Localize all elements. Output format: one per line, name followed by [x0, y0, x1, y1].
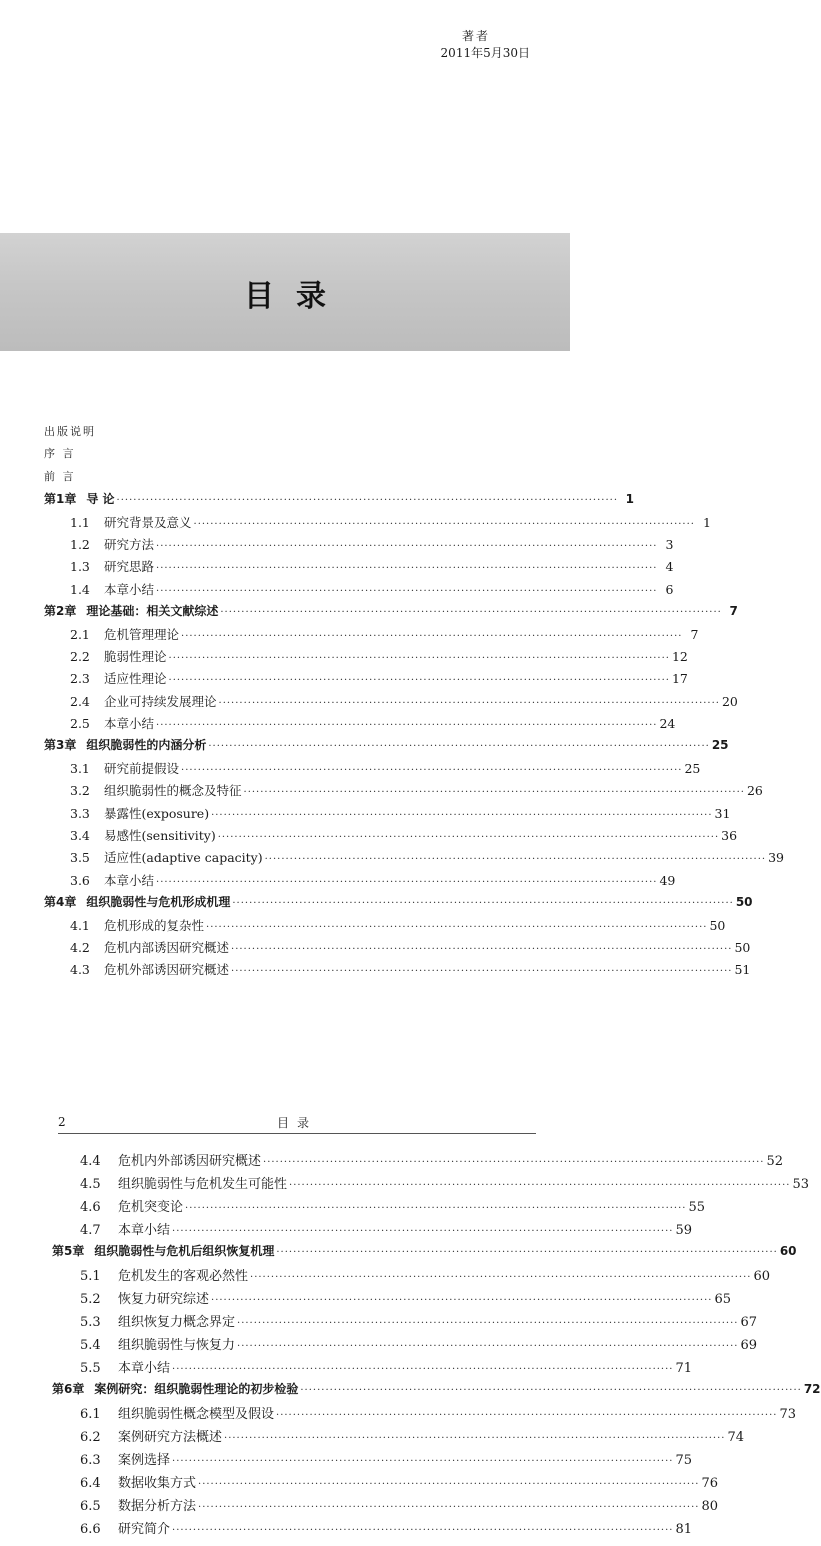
toc-page-number: 39 — [768, 850, 784, 866]
toc-section-entry — [52, 1426, 745, 1449]
toc-entry-number: 5.4 — [80, 1338, 101, 1353]
toc-entry-title — [44, 580, 154, 598]
dot-leader: ························································································································ — [198, 1502, 700, 1513]
toc-entry-label: 研究前提假设 — [104, 760, 180, 776]
toc-entry-title — [44, 916, 204, 934]
dot-leader: ························································································································ — [220, 607, 722, 619]
toc-entry-number: 第5章 — [52, 1244, 85, 1258]
toc-entry-number: 3.6 — [70, 872, 90, 888]
toc-entry-number: 5.2 — [80, 1292, 101, 1307]
dot-leader: ························································································································ — [289, 1180, 791, 1191]
toc-page-number: 74 — [727, 1430, 745, 1445]
toc-entry-number: 3.3 — [70, 805, 90, 821]
toc-entry-title — [44, 647, 167, 665]
toc-page-number: 52 — [766, 1154, 784, 1169]
toc-entry-label: 危机突变论 — [118, 1200, 184, 1215]
toc-entry-label: 组织脆弱性与危机形成机理 — [86, 895, 231, 910]
toc-entry-label: 理论基础：相关文献综述 — [86, 604, 219, 619]
toc-entry-title — [44, 557, 154, 575]
toc-entry-number: 3.5 — [70, 850, 90, 866]
dot-leader: ························································································································ — [211, 1295, 713, 1306]
dot-leader: ························································································································ — [185, 1203, 687, 1214]
toc-entry-label: 适应性(adaptive capacity) — [104, 850, 263, 866]
running-title: 目录 — [276, 1116, 317, 1130]
toc-entry-number: 5.5 — [80, 1361, 101, 1376]
toc-front-entry — [44, 423, 510, 445]
toc-front-entry — [44, 445, 510, 467]
toc-entry-label: 组织脆弱性与恢复力 — [118, 1338, 236, 1353]
toc-page-number: 26 — [746, 783, 763, 799]
toc-entry-title — [44, 826, 216, 844]
toc-entry-title — [44, 669, 167, 687]
toc-section-entry — [52, 1403, 797, 1426]
toc-page-number: 25 — [684, 760, 701, 776]
toc-section-entry — [44, 826, 738, 848]
toc-section-entry — [52, 1518, 693, 1541]
toc-entry-label: 案例研究方法概述 — [118, 1430, 223, 1445]
toc-entry-label: 本章小结 — [104, 581, 155, 597]
dot-leader: ························································································································ — [156, 563, 658, 575]
toc-entry-number: 4.5 — [80, 1177, 101, 1192]
dot-leader: ························································································································ — [264, 854, 767, 866]
toc-page-number: 25 — [711, 738, 729, 753]
dot-leader: ························································································································ — [172, 1226, 674, 1237]
toc-entry-label: 组织脆弱性与危机发生可能性 — [118, 1177, 288, 1192]
toc-page-number: 67 — [740, 1315, 758, 1330]
toc-entry-label: 本章小结 — [118, 1223, 171, 1238]
toc-entry-label: 本章小结 — [104, 716, 155, 732]
toc-section-entry — [44, 580, 674, 602]
author-signature — [380, 28, 530, 62]
dot-leader: ························································································································ — [172, 1525, 674, 1536]
toc-page-number: 73 — [779, 1407, 797, 1422]
toc-page-number: 31 — [714, 805, 731, 821]
toc-page-number: 75 — [675, 1453, 693, 1468]
toc-entry-label: 组织恢复力概念界定 — [118, 1315, 236, 1330]
toc-page-number: 4 — [665, 559, 674, 575]
dot-leader: ························································································································ — [250, 1272, 752, 1283]
toc-section-entry — [44, 714, 676, 736]
toc-page-number: 49 — [659, 872, 676, 888]
dot-leader: ························································································································ — [168, 652, 670, 664]
toc-section-entry — [52, 1219, 693, 1242]
dot-leader: ························································································································ — [181, 630, 683, 642]
toc-entry-label: 研究简介 — [118, 1522, 171, 1537]
toc-entry-title — [44, 535, 154, 553]
toc-entry-label: 暴露性(exposure) — [104, 805, 210, 821]
dot-leader: ························································································································ — [232, 898, 734, 910]
toc-entry-title — [44, 848, 263, 866]
toc-entry-number: 4.7 — [80, 1223, 101, 1238]
toc-entry-title — [52, 1357, 170, 1376]
toc-entry-label: 脆弱性理论 — [104, 648, 167, 664]
toc-section-entry — [52, 1495, 719, 1518]
toc-chapter-entry — [52, 1242, 797, 1265]
dot-leader: ························································································································ — [198, 1479, 700, 1490]
toc-entry-number: 6.1 — [80, 1407, 101, 1422]
toc-entry-label: 导 论 — [86, 492, 115, 507]
toc-entry-label: 前 言 — [44, 469, 76, 483]
toc-page-number: 7 — [729, 604, 738, 619]
toc-entry-label: 危机内部诱因研究概述 — [104, 939, 230, 955]
table-of-contents-page-1 — [44, 423, 784, 983]
toc-section-entry — [44, 781, 763, 803]
dot-leader: ························································································································ — [237, 1318, 739, 1329]
dot-leader: ························································································································ — [206, 921, 708, 933]
toc-section-entry — [52, 1472, 719, 1495]
toc-entry-title — [52, 1334, 235, 1353]
toc-entry-title — [44, 759, 179, 777]
toc-page-number: 53 — [792, 1177, 810, 1192]
toc-entry-number: 2.3 — [70, 671, 90, 687]
toc-page-number: 71 — [675, 1361, 693, 1376]
toc-entry-title — [44, 736, 206, 753]
dot-leader: ························································································································ — [231, 943, 733, 955]
toc-entry-label: 危机内外部诱因研究概述 — [118, 1154, 262, 1169]
toc-page-number: 60 — [753, 1269, 771, 1284]
toc-entry-label: 组织脆弱性与危机后组织恢复机理 — [94, 1244, 275, 1258]
toc-entry-number: 2.5 — [70, 716, 90, 732]
toc-section-entry — [52, 1311, 758, 1334]
toc-entry-title — [44, 423, 96, 439]
toc-page-number: 3 — [665, 536, 674, 552]
toc-entry-title — [52, 1472, 196, 1491]
toc-entry-title — [52, 1518, 170, 1537]
toc-entry-number: 1.1 — [70, 514, 90, 530]
toc-entry-label: 易感性(sensitivity) — [104, 828, 216, 844]
toc-entry-number: 4.1 — [70, 917, 90, 933]
toc-page-number: 76 — [701, 1476, 719, 1491]
toc-page-number: 36 — [721, 828, 738, 844]
toc-page-number: 59 — [675, 1223, 693, 1238]
toc-entry-title — [44, 490, 115, 507]
toc-entry-label: 案例选择 — [118, 1453, 171, 1468]
toc-page-number: 7 — [690, 626, 699, 642]
toc-entry-title — [44, 804, 209, 822]
toc-section-entry — [44, 535, 674, 557]
toc-section-entry — [44, 759, 701, 781]
toc-entry-title — [52, 1242, 274, 1259]
toc-entry-label: 本章小结 — [118, 1361, 171, 1376]
toc-section-entry — [52, 1288, 732, 1311]
toc-page-number: 60 — [779, 1244, 797, 1258]
toc-entry-number: 第2章 — [44, 604, 77, 619]
toc-chapter-entry — [44, 602, 738, 624]
toc-page-number: 65 — [714, 1292, 732, 1307]
toc-entry-number: 3.2 — [70, 783, 90, 799]
toc-section-entry — [52, 1173, 810, 1196]
toc-page-number: 80 — [701, 1499, 719, 1514]
toc-entry-number: 4.6 — [80, 1200, 101, 1215]
toc-page-number: 81 — [675, 1522, 693, 1537]
toc-page-number: 72 — [803, 1382, 821, 1396]
toc-entry-label: 恢复力研究综述 — [118, 1292, 210, 1307]
toc-entry-title — [44, 938, 229, 956]
toc-page-number: 20 — [721, 693, 738, 709]
toc-entry-title — [52, 1449, 170, 1468]
toc-entry-label: 数据分析方法 — [118, 1499, 197, 1514]
dot-leader: ························································································································ — [156, 585, 658, 597]
toc-section-entry — [44, 960, 751, 982]
toc-entry-title — [52, 1173, 287, 1192]
toc-entry-number: 5.3 — [80, 1315, 101, 1330]
toc-entry-title — [52, 1495, 196, 1514]
dot-leader: ························································································································ — [276, 1247, 778, 1258]
toc-entry-title — [52, 1311, 235, 1330]
toc-entry-title — [52, 1426, 222, 1445]
toc-section-entry — [52, 1196, 706, 1219]
toc-section-entry — [44, 669, 688, 691]
toc-page-number: 1 — [703, 514, 711, 530]
toc-entry-number: 3.1 — [70, 760, 90, 776]
toc-entry-label: 组织脆弱性的内涵分析 — [86, 738, 207, 753]
toc-entry-number: 1.2 — [70, 536, 90, 552]
toc-chapter-entry — [52, 1380, 821, 1403]
toc-entry-title — [44, 893, 230, 910]
signature-date: 2011年5月30日 — [440, 46, 530, 60]
toc-section-entry — [52, 1150, 784, 1173]
toc-entry-title — [44, 625, 179, 643]
toc-entry-number: 1.3 — [70, 559, 90, 575]
toc-entry-title — [52, 1150, 261, 1169]
toc-entry-label: 组织脆弱性概念模型及假设 — [118, 1407, 275, 1422]
page-number: 2 — [58, 1115, 66, 1129]
dot-leader: ························································································································ — [156, 876, 658, 888]
dot-leader: ························································································································ — [224, 1433, 726, 1444]
toc-page-number: 55 — [688, 1200, 706, 1215]
toc-section-entry — [44, 871, 676, 893]
toc-entry-number: 3.4 — [70, 828, 90, 844]
toc-entry-label: 研究方法 — [104, 536, 155, 552]
toc-entry-number: 2.4 — [70, 693, 90, 709]
dot-leader: ························································································································ — [218, 697, 720, 709]
toc-section-entry — [44, 647, 688, 669]
toc-entry-label: 危机管理理论 — [104, 626, 180, 642]
dot-leader: ························································································································ — [300, 1385, 802, 1396]
toc-page-number: 50 — [735, 895, 753, 910]
toc-entry-title — [52, 1403, 274, 1422]
toc-entry-number: 1.4 — [70, 581, 90, 597]
dot-leader: ························································································································ — [172, 1456, 674, 1467]
toc-page-number: 50 — [734, 939, 751, 955]
author-label: 著者 — [461, 29, 490, 43]
toc-entry-label: 危机发生的客观必然性 — [118, 1269, 249, 1284]
toc-page-number: 51 — [734, 962, 751, 978]
contents-title: 目录 — [244, 279, 348, 314]
toc-entry-number: 第4章 — [44, 895, 77, 910]
toc-entry-label: 数据收集方式 — [118, 1476, 197, 1491]
dot-leader: ························································································································ — [156, 540, 658, 552]
dot-leader: ························································································································ — [263, 1157, 765, 1168]
toc-entry-number: 2.2 — [70, 648, 90, 664]
toc-entry-label: 适应性理论 — [104, 671, 167, 687]
toc-entry-label: 危机外部诱因研究概述 — [104, 962, 230, 978]
toc-entry-number: 2.1 — [70, 626, 90, 642]
toc-page-number: 6 — [665, 581, 674, 597]
toc-entry-number: 6.4 — [80, 1476, 101, 1491]
toc-entry-title — [52, 1288, 209, 1307]
dot-leader: ························································································································ — [168, 675, 670, 687]
toc-entry-title — [44, 781, 242, 799]
toc-entry-title — [52, 1219, 170, 1238]
toc-page-number: 50 — [709, 917, 726, 933]
toc-section-entry — [52, 1265, 771, 1288]
toc-entry-label: 序 言 — [44, 447, 76, 461]
toc-entry-label: 出版说明 — [44, 425, 96, 438]
dot-leader: ························································································································ — [211, 809, 713, 821]
toc-chapter-entry — [44, 490, 634, 512]
toc-entry-number: 6.6 — [80, 1522, 101, 1537]
dot-leader: ························································································································ — [208, 741, 710, 753]
toc-entry-label: 危机形成的复杂性 — [104, 917, 205, 933]
toc-entry-title — [44, 468, 76, 484]
table-of-contents-page-2 — [52, 1150, 821, 1541]
toc-entry-label: 研究背景及意义 — [104, 514, 192, 530]
dot-leader: ························································································································ — [231, 966, 733, 978]
toc-entry-number: 第6章 — [52, 1382, 85, 1396]
dot-leader: ························································································································ — [181, 764, 683, 776]
dot-leader: ························································································································ — [193, 518, 695, 530]
toc-page-number: 24 — [659, 716, 676, 732]
dot-leader: ························································································································ — [172, 1364, 674, 1375]
toc-entry-number: 4.3 — [70, 962, 90, 978]
toc-entry-title — [44, 513, 192, 531]
toc-section-entry — [44, 848, 784, 870]
toc-section-entry — [44, 804, 731, 826]
toc-entry-title — [44, 602, 218, 619]
toc-entry-number: 4.4 — [80, 1154, 101, 1169]
toc-entry-number: 4.2 — [70, 939, 90, 955]
toc-section-entry — [44, 557, 674, 579]
toc-entry-number: 6.2 — [80, 1430, 101, 1445]
toc-entry-label: 案例研究：组织脆弱性理论的初步检验 — [94, 1382, 299, 1396]
toc-entry-number: 第3章 — [44, 738, 77, 753]
contents-banner — [0, 233, 570, 351]
toc-section-entry — [44, 692, 738, 714]
toc-entry-number: 6.3 — [80, 1453, 101, 1468]
dot-leader: ························································································································ — [156, 720, 658, 732]
toc-entry-title — [52, 1380, 298, 1397]
toc-section-entry — [52, 1449, 693, 1472]
toc-entry-title — [52, 1196, 183, 1215]
toc-chapter-entry — [44, 893, 753, 915]
dot-leader: ························································································································ — [217, 832, 720, 844]
toc-chapter-entry — [44, 736, 729, 758]
toc-page-number: 69 — [740, 1338, 758, 1353]
toc-entry-title — [44, 445, 76, 461]
toc-entry-title — [44, 871, 154, 889]
page-2-header — [58, 1113, 536, 1134]
toc-section-entry — [44, 938, 751, 960]
toc-entry-label: 企业可持续发展理论 — [104, 693, 217, 709]
toc-section-entry — [44, 625, 699, 647]
toc-entry-title — [52, 1265, 248, 1284]
toc-entry-number: 第1章 — [44, 492, 77, 507]
toc-page-number: 12 — [671, 648, 688, 664]
toc-entry-label: 组织脆弱性的概念及特征 — [104, 783, 242, 799]
toc-entry-title — [44, 960, 229, 978]
dot-leader: ························································································································ — [116, 495, 618, 507]
toc-section-entry — [44, 916, 726, 938]
toc-entry-number: 5.1 — [80, 1269, 101, 1284]
toc-entry-title — [44, 692, 217, 710]
toc-entry-title — [44, 714, 154, 732]
toc-page-number: 17 — [671, 671, 688, 687]
toc-page-number: 1 — [625, 492, 634, 507]
toc-entry-number: 6.5 — [80, 1499, 101, 1514]
toc-entry-label: 研究思路 — [104, 559, 155, 575]
toc-section-entry — [44, 513, 711, 535]
toc-entry-label: 本章小结 — [104, 872, 155, 888]
dot-leader: ························································································································ — [276, 1410, 778, 1421]
toc-section-entry — [52, 1357, 693, 1380]
toc-section-entry — [52, 1334, 758, 1357]
dot-leader: ························································································································ — [237, 1341, 739, 1352]
dot-leader: ························································································································ — [243, 787, 745, 799]
toc-front-entry — [44, 468, 510, 490]
